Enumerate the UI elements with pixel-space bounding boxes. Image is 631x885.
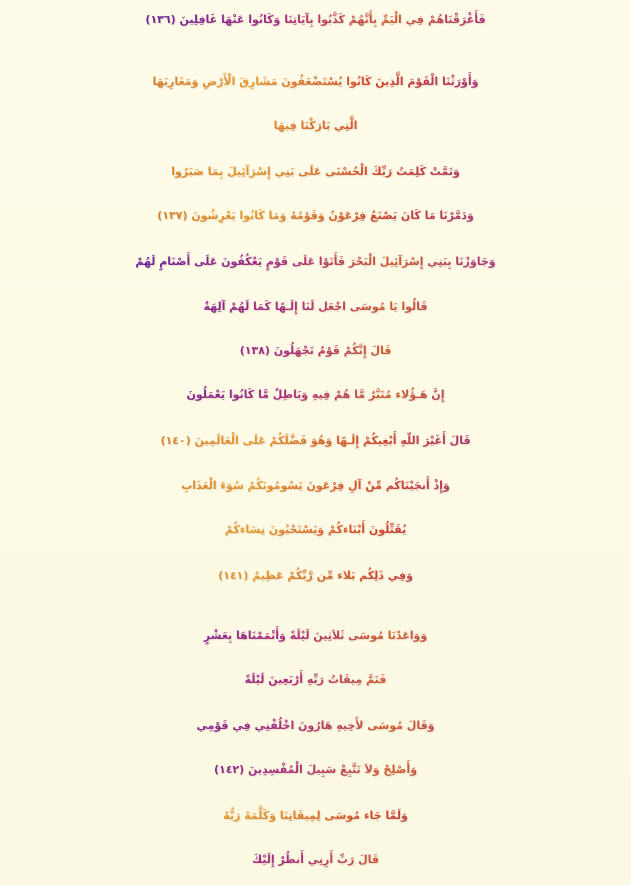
verse-line-9: إِنَّ هَـؤُلاء مُتَبَّرٌ مَّا هُمْ فِيهِ وَبَاطِلٌ مَّا كَانُوا يَعْمَلُونَ [0,381,631,409]
verse-line-5: وَدَمَّرْنَا مَا كَانَ يَصْنَعُ فِرْعَوْنُ وَقَوْمُهُ وَمَا كَانُوا يَعْرِشُونَ (١٣٧) [0,202,631,230]
verse-line-15: فَتَمَّ مِيقَاتُ رَبِّهِ أَرْبَعِينَ لَيْلَةً [0,666,631,694]
verse-line-12: يُقَتِّلُونَ أَبْنَاءكُمْ وَيَسْتَحْيُونَ نِسَاءكُمْ [0,516,631,544]
verse-line-10: قَالَ أَغَيْرَ اللّهِ أَبْغِيكُمْ إِلَـهًا وَهُوَ فَضَّلَكُمْ عَلَى الْعَالَمِينَ (١٤٠) [0,427,631,455]
verse-line-16: وَقَالَ مُوسَى لأَخِيهِ هَارُونَ اخْلُفْنِي فِي قَوْمِي [0,712,631,740]
verse-line-19: قَالَ رَبِّ أَرِنِي أَنظُرْ إِلَيْكَ [0,846,631,874]
verse-line-4: وَتَمَّتْ كَلِمَتُ رَبِّكَ الْحُسْنَى عَلَى بَنِي إِسْرَآئِيلَ بِمَا صَبَرُوا [0,158,631,186]
verse-line-7: قَالُوا يَا مُوسَى اجْعَل لَنَا إِلَـهًا كَمَا لَهُمْ آلِهَةٌ [0,293,631,321]
verse-line-8: قَالَ إِنَّكُمْ قَوْمٌ تَجْهَلُونَ (١٣٨) [0,337,631,365]
verse-line-13: وَفِي ذَلِكُم بَلاء مِّن رَّبِّكُمْ عَظِيمٌ (١٤١) [0,562,631,590]
verse-line-6: وَجَاوَزْنَا بِبَنِي إِسْرَآئِيلَ الْبَحْرَ فَأَتَوْا عَلَى قَوْمٍ يَعْكُفُونَ عَلَى أَصْنَامٍ لَهُمْ [0,248,631,276]
verse-line-11: وَإِذْ أَنجَيْنَاكُم مِّنْ آلِ فِرْعَونَ يَسُومُونَكُمْ سُوَءَ الْعَذَابِ [0,472,631,500]
verse-line-14: وَوَاعَدْنَا مُوسَى ثَلاَثِينَ لَيْلَةً وَأَتْمَمْنَاهَا بِعَشْرٍ [0,622,631,650]
verse-line-1: فَأَغْرَقْنَاهُمْ فِي الْيَمِّ بِأَنَّهُمْ كَذَّبُوا بِآيَاتِنَا وَكَانُوا عَنْهَا غَافِلِينَ (١٣٦) [0,6,631,34]
verse-line-18: وَلَمَّا جَاء مُوسَى لِمِيقَاتِنَا وَكَلَّمَهُ رَبُّهُ [0,802,631,830]
verse-line-17: وَأَصْلِحْ وَلاَ تَتَّبِعْ سَبِيلَ الْمُفْسِدِينَ (١٤٢) [0,756,631,784]
verse-line-3: الَّتِي بَارَكْنَا فِيهَا [0,112,631,140]
verse-line-2: وَأَوْرَثْنَا الْقَوْمَ الَّذِينَ كَانُوا يُسْتَضْعَفُونَ مَشَارِقَ الْأَرْضِ وَمَغَارِبَهَا [0,68,631,96]
